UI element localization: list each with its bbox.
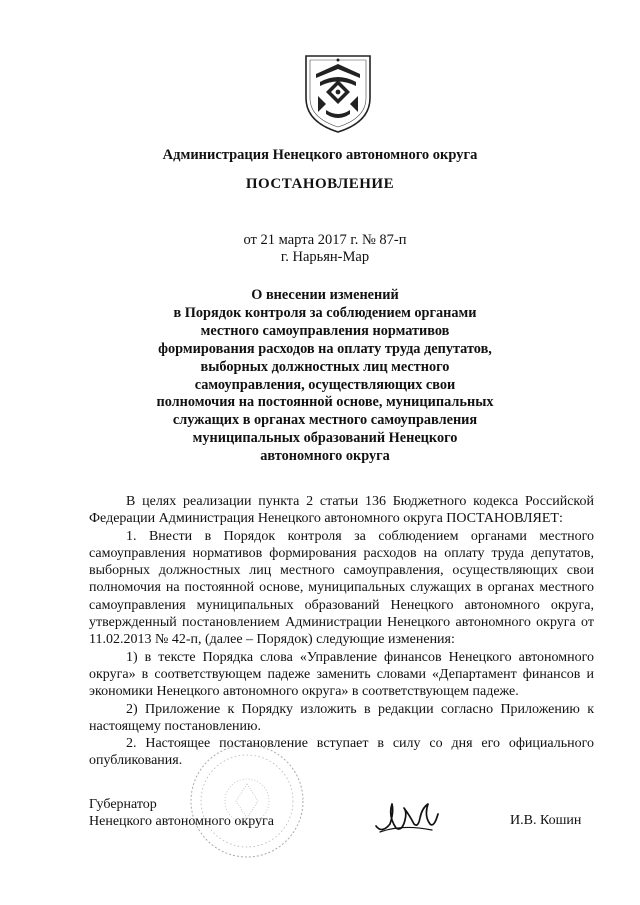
item-1-paragraph: 1. Внести в Порядок контроля за соблюдением органами местного самоуправления нормативов формирования расходов на оплату труда депутатов, выборных должностных лиц местного самоуправления, осуществляющих свои полномочия на постоянной основе, муниципальных служащих в органах местного самоуправления муниципальных образований Ненецкого автономного округа, утвержденный постановлением Администрации Ненецкого автономного округа от 11.02.2013 № 42-п, (далее – Порядок) следующие изменения:: [89, 528, 594, 648]
document-subject: [130, 287, 520, 466]
document-type: ПОСТАНОВЛЕНИЕ: [245, 176, 395, 192]
organization-title: Администрация Ненецкого автономного округа: [162, 147, 478, 163]
position-line: Губернатор: [89, 797, 157, 812]
date-and-number-block: [200, 232, 450, 266]
item-1-1-paragraph: 1) в тексте Порядка слова «Управление финансов Ненецкого автономного округа» в соответствующем падеже заменить словами «Департамент финансов и экономики Ненецкого автономного округа» в соответствующем падеже.: [89, 649, 594, 700]
coat-of-arms-icon: [300, 52, 376, 134]
subject-line: в Порядок контроля за соблюдением органами: [173, 304, 477, 321]
subject-line: служащих в органах местного самоуправления: [172, 412, 478, 429]
item-1-2-paragraph: 2) Приложение к Порядку изложить в редакции согласно Приложению к настоящему постановлению.: [89, 701, 594, 734]
subject-line: местного самоуправления нормативов: [200, 322, 450, 339]
subject-line: автономного округа: [260, 448, 390, 465]
city: г. Нарьян-Мар: [280, 249, 370, 265]
signatory-position: [89, 796, 274, 830]
date-number: от 21 марта 2017 г. № 87-п: [243, 232, 407, 248]
subject-line: полномочия на постоянной основе, муниципальных: [156, 394, 494, 411]
subject-line: муниципальных образований Ненецкого: [192, 430, 458, 447]
item-2-paragraph: 2. Настоящее постановление вступает в силу со дня его официального опубликования.: [89, 736, 594, 769]
document-body: [89, 493, 594, 770]
position-line: Ненецкого автономного округа: [89, 814, 274, 829]
preamble-paragraph: В целях реализации пункта 2 статьи 136 Бюджетного кодекса Российской Федерации Администрация Ненецкого автономного округа ПОСТАНОВЛЯЕТ:: [89, 494, 594, 527]
signer-name: И.В. Кошин: [510, 813, 582, 828]
subject-line: самоуправления, осуществляющих свои: [194, 376, 456, 393]
subject-line: О внесении изменений: [251, 287, 399, 303]
subject-line: формирования расходов на оплату труда депутатов,: [158, 340, 492, 357]
handwritten-signature-icon: [372, 794, 442, 840]
subject-line: выборных должностных лиц местного: [200, 358, 450, 375]
